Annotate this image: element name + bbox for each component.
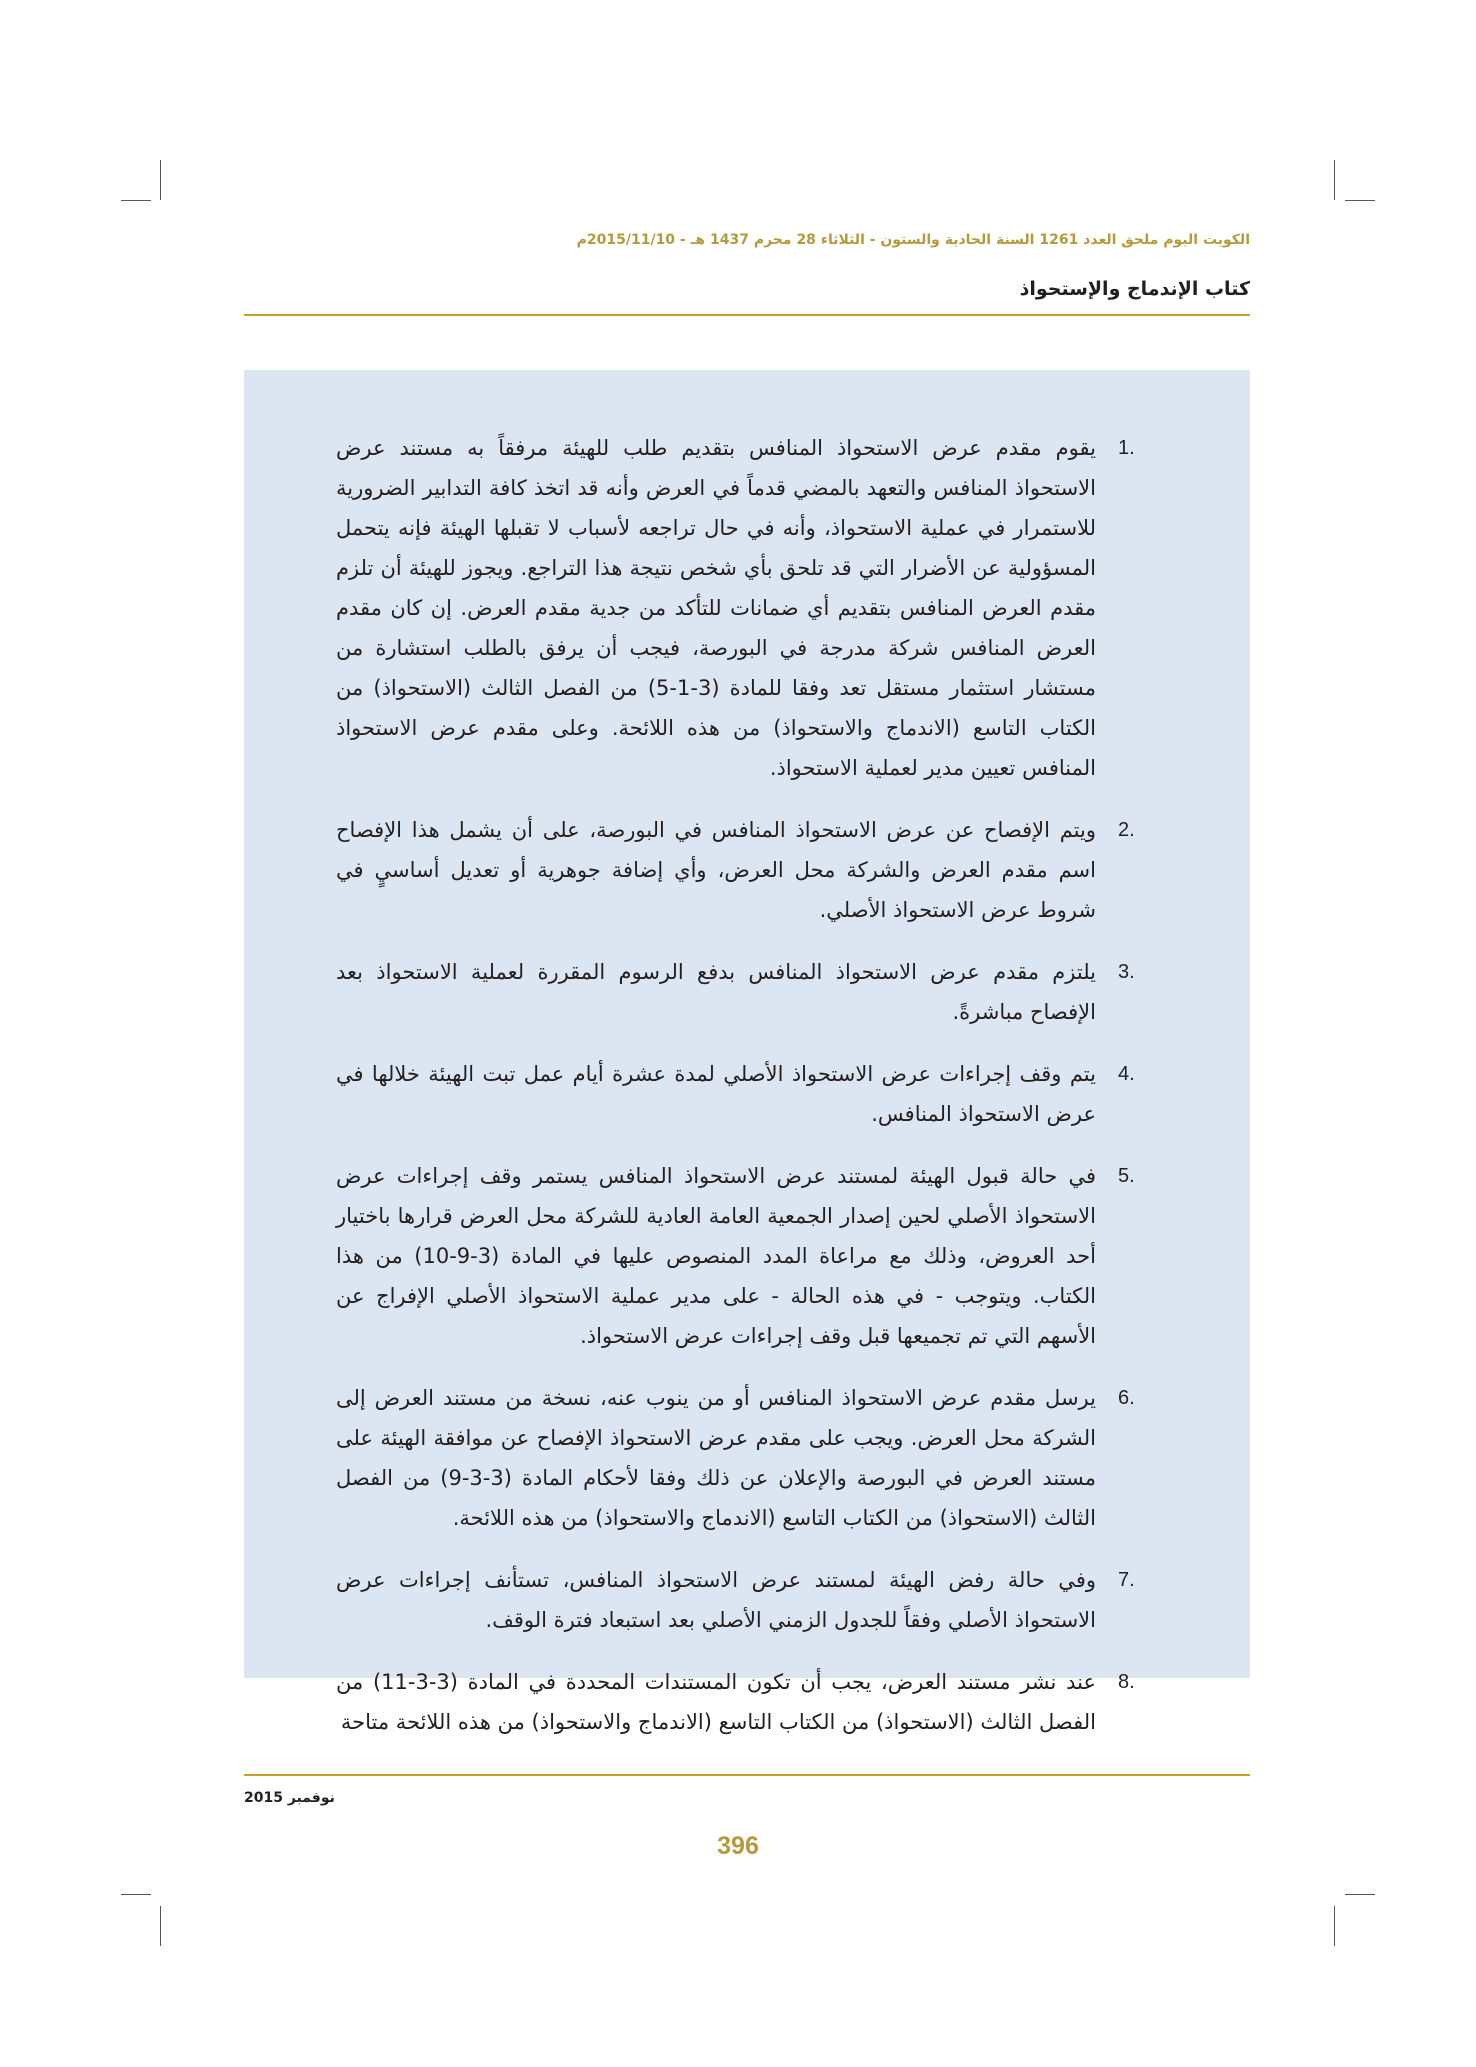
list-item [336,1156,1158,1356]
numbered-list [336,428,1158,1742]
running-head: الكويت اليوم ملحق العدد 1261 السنة الحادية والستون - الثلاثاء 28 محرم 1437 هـ - 2015/11/10م [576,232,1250,248]
item-text: يقوم مقدم عرض الاستحواذ المنافس بتقديم طلب للهيئة مرفقاً به مستند عرض الاستحواذ المنافس والتعهد بالمضي قدماً في العرض وأنه قد اتخذ كافة التدابير الضرورية للاستمرار في عملية الاستحواذ، وأنه في حال تراجعه لأسباب لا تقبلها الهيئة فإنه يتحمل المسؤولية عن الأضرار التي قد تلحق بأي شخص نتيجة هذا التراجع. ويجوز للهيئة أن تلزم مقدم العرض المنافس بتقديم أي ضمانات للتأكد من جدية مقدم العرض. إن كان مقدم العرض المنافس شركة مدرجة في البورصة، فيجب أن يرفق بالطلب استشارة من مستشار استثمار مستقل تعد وفقا للمادة (3-1-5) من الفصل الثالث (الاستحواذ) من الكتاب التاسع (الاندماج والاستحواذ) من هذه اللائحة. وعلى مقدم عرض الاستحواذ المنافس تعيين مدير لعملية الاستحواذ. [336,436,1096,780]
crop-mark [160,160,161,200]
header-rule [244,314,1250,316]
list-item [336,810,1158,930]
crop-mark [1334,160,1335,200]
item-text: يتم وقف إجراءات عرض الاستحواذ الأصلي لمدة عشرة أيام عمل تبت الهيئة خلالها في عرض الاستحواذ المنافس. [336,1062,1096,1126]
item-text: وفي حالة رفض الهيئة لمستند عرض الاستحواذ المنافس، تستأنف إجراءات عرض الاستحواذ الأصلي وفقاً للجدول الزمني الأصلي بعد استبعاد فترة الوقف. [336,1568,1096,1632]
item-number: 4. [1118,1063,1135,1085]
content-panel [244,370,1250,1734]
item-number: 2. [1118,819,1135,841]
item-text: في حالة قبول الهيئة لمستند عرض الاستحواذ المنافس يستمر وقف إجراءات عرض الاستحواذ الأصلي لحين إصدار الجمعية العامة العادية للشركة محل العرض قرارها باختيار أحد العروض، وذلك مع مراعاة المدد المنصوص عليها في المادة (3-9-10) من هذا الكتاب. ويتوجب - في هذه الحالة - على مدير عملية الاستحواذ الأصلي الإفراج عن الأسهم التي تم تجميعها قبل وقف إجراءات عرض الاستحواذ. [336,1164,1096,1348]
footer-date: نوفمبر 2015 [244,1790,335,1806]
crop-mark [121,1894,151,1895]
footer-rule [244,1774,1250,1776]
item-text: يرسل مقدم عرض الاستحواذ المنافس أو من ينوب عنه، نسخة من مستند العرض إلى الشركة محل العرض. ويجب على مقدم عرض الاستحواذ الإفصاح عن موافقة الهيئة على مستند العرض في البورصة والإعلان عن ذلك وفقا لأحكام المادة (3-3-9) من الفصل الثالث (الاستحواذ) من الكتاب التاسع (الاندماج والاستحواذ) من هذه اللائحة. [336,1386,1096,1530]
list-item [336,1054,1158,1134]
item-text: عند نشر مستند العرض، يجب أن تكون المستندات المحددة في المادة (3-3-11) من الفصل الثالث (الاستحواذ) من الكتاب التاسع (الاندماج والاستحواذ) من هذه اللائحة متاحة [336,1670,1096,1734]
item-number: 7. [1118,1569,1135,1591]
list-item [336,428,1158,788]
item-number: 1. [1118,437,1135,459]
item-number: 6. [1118,1387,1135,1409]
list-item [336,952,1158,1032]
page-number: 396 [717,1832,759,1860]
crop-mark [121,200,151,201]
item-number: 5. [1118,1165,1135,1187]
list-item [336,1662,1158,1742]
item-text: يلتزم مقدم عرض الاستحواذ المنافس بدفع الرسوم المقررة لعملية الاستحواذ بعد الإفصاح مباشرةً. [336,960,1096,1024]
item-number: 3. [1118,961,1135,983]
crop-mark [1334,1906,1335,1946]
section-title: كتاب الإندماج والإستحواذ [1019,278,1250,300]
item-number: 8. [1118,1671,1135,1693]
item-text: ويتم الإفصاح عن عرض الاستحواذ المنافس في البورصة، على أن يشمل هذا الإفصاح اسم مقدم العرض والشركة محل العرض، وأي إضافة جوهرية أو تعديل أساسيٍ في شروط عرض الاستحواذ الأصلي. [336,818,1096,922]
crop-mark [1345,200,1375,201]
list-item [336,1378,1158,1538]
crop-mark [160,1906,161,1946]
list-item [336,1560,1158,1640]
crop-mark [1345,1894,1375,1895]
